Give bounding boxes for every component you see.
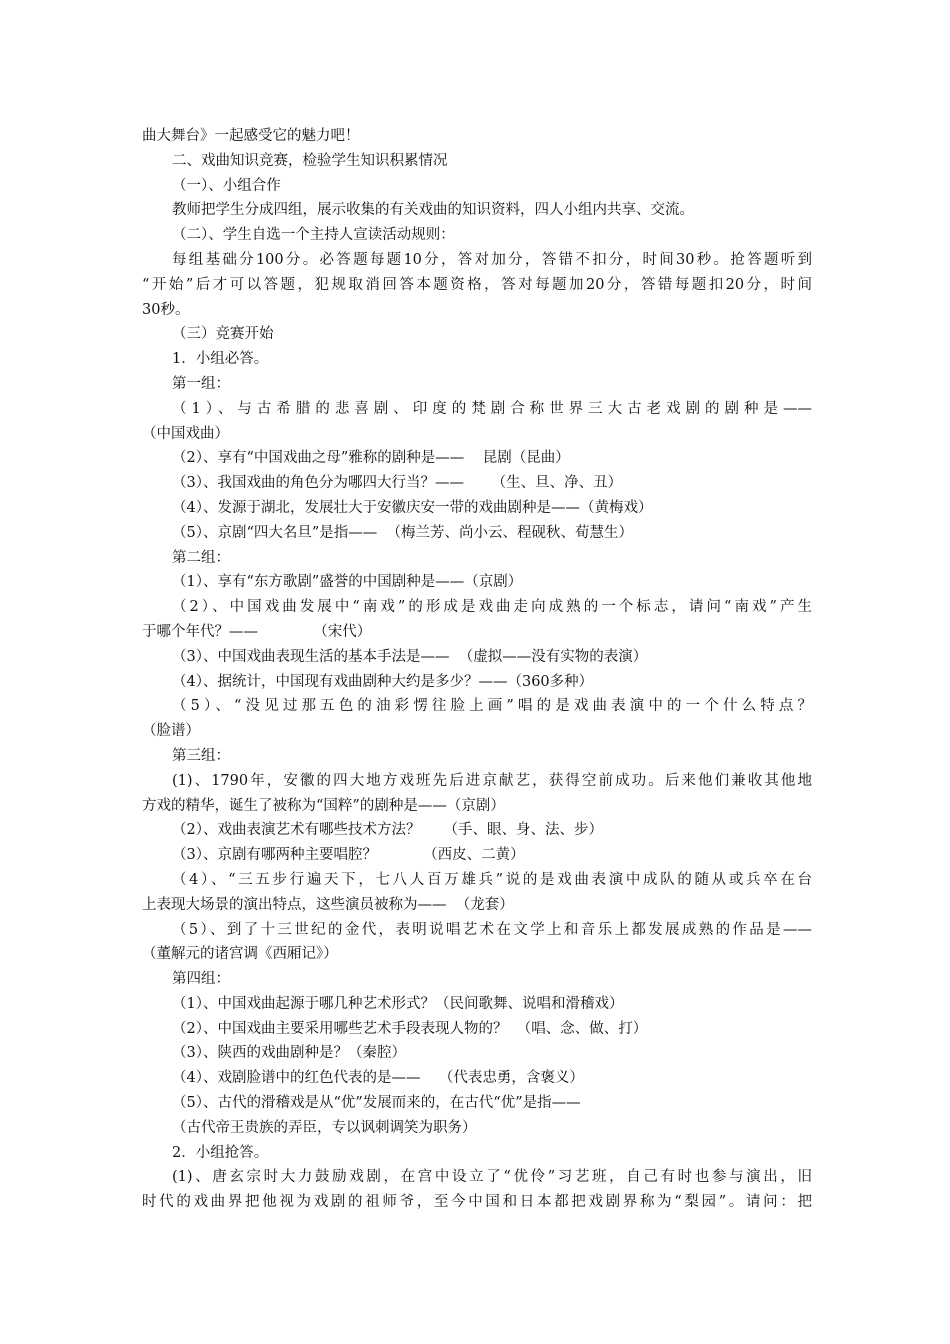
text-line: （5）、京剧“四大名旦”是指—— （梅兰芳、尚小云、程砚秋、荀慧生）: [172, 524, 634, 541]
text-line: （2）、享有“中国戏曲之母”雅称的剧种是—— 昆剧（昆曲）: [172, 450, 570, 467]
text-line: （2）、戏曲表演艺术有哪些技术方法？ （手、眼、身、法、步）: [172, 822, 604, 839]
document-body: [142, 124, 812, 1215]
text-line: （中国戏曲）: [142, 425, 229, 442]
text-line: 二、戏曲知识竞赛，检验学生知识积累情况: [172, 152, 448, 169]
text-line: “开始”后才可以答题，犯规取消回答本题资格，答对每题加20分，答错每题扣20分，时间: [142, 276, 812, 293]
text-line: （4）、据统计，中国现有戏曲剧种大约是多少？——（360多种）: [172, 673, 594, 690]
text-line: （一）、小组合作: [172, 177, 281, 194]
text-line: （三）竞赛开始: [172, 326, 274, 343]
text-line: （4）、发源于湖北，发展壮大于安徽庆安一带的戏曲剧种是——（黄梅戏）: [172, 499, 653, 516]
text-line: （4）、戏剧脸谱中的红色代表的是—— （代表忠勇，含褒义）: [172, 1070, 584, 1087]
text-line: 时代的戏曲界把他视为戏剧的祖师爷，至今中国和日本都把戏剧界称为“梨园”。请问：把: [142, 1194, 812, 1211]
text-line: （1）、享有“东方歌剧”盛誉的中国剧种是——（京剧）: [172, 574, 523, 591]
text-line: 1．小组必答。: [172, 351, 269, 368]
text-line: （3）、我国戏曲的角色分为哪四大行当？—— （生、旦、净、丑）: [172, 475, 623, 492]
text-line: (1)、唐玄宗时大力鼓励戏剧，在宫中设立了“优伶”习艺班，自己有时也参与演出，旧: [172, 1169, 812, 1186]
text-line: （3）、京剧有哪两种主要唱腔？ （西皮、二黄）: [172, 847, 525, 864]
text-line: （董解元的诸宫调《西厢记》）: [142, 946, 338, 963]
text-line: (1)、1790年，安徽的四大地方戏班先后进京献艺，获得空前成功。后来他们兼收其他地: [172, 772, 812, 789]
text-line: （3）、陕西的戏曲剧种是？（秦腔）: [172, 1045, 406, 1062]
text-line: （1）、与古希腊的悲喜剧、印度的梵剧合称世界三大古老戏剧的剧种是——: [172, 400, 812, 417]
text-line: （二）、学生自选一个主持人宣读活动规则：: [172, 227, 455, 244]
text-line: 上表现大场景的演出特点，这些演员被称为—— （龙套）: [142, 896, 514, 913]
text-line: 2．小组抢答。: [172, 1144, 269, 1161]
text-line: 方戏的精华，诞生了被称为“国粹”的剧种是——（京剧）: [142, 797, 505, 814]
text-line: （2）、中国戏曲主要采用哪些艺术手段表现人物的？ （唱、念、做、打）: [172, 1020, 648, 1037]
text-line: （5）、古代的滑稽戏是从“优”发展而来的，在古代“优”是指——: [172, 1095, 581, 1112]
text-line: （脸谱）: [142, 723, 200, 740]
text-line: （1）、中国戏曲起源于哪几种艺术形式？（民间歌舞、说唱和滑稽戏）: [172, 995, 624, 1012]
text-line: （4）、“三五步行遍天下，七八人百万雄兵”说的是戏曲表演中成队的随从或兵卒在台: [172, 871, 812, 888]
text-line: 每组基础分100分。必答题每题10分，答对加分，答错不扣分，时间30秒。抢答题听到: [172, 251, 812, 268]
text-line: （2）、中国戏曲发展中“南戏”的形成是戏曲走向成熟的一个标志，请问“南戏”产生: [172, 599, 812, 616]
text-line: 30秒。: [142, 301, 190, 318]
text-line: 第一组：: [172, 375, 230, 392]
text-line: 第二组：: [172, 549, 230, 566]
text-line: 教师把学生分成四组，展示收集的有关戏曲的知识资料，四人小组内共享、交流。: [172, 202, 694, 219]
text-line: （5）、“没见过那五色的油彩愣往脸上画”唱的是戏曲表演中的一个什么特点？: [172, 698, 812, 715]
text-line: 曲大舞台》一起感受它的魅力吧！: [142, 128, 360, 144]
text-line: （5）、到了十三世纪的金代，表明说唱艺术在文学上和音乐上都发展成熟的作品是——: [172, 921, 812, 938]
text-line: 第四组：: [172, 971, 230, 988]
text-line: （3）、中国戏曲表现生活的基本手法是—— （虚拟——没有实物的表演）: [172, 648, 648, 665]
text-line: （古代帝王贵族的弄臣，专以讽刺调笑为职务）: [172, 1119, 477, 1136]
text-line: 于哪个年代？—— （宋代）: [142, 623, 372, 640]
text-line: 第三组：: [172, 747, 230, 764]
